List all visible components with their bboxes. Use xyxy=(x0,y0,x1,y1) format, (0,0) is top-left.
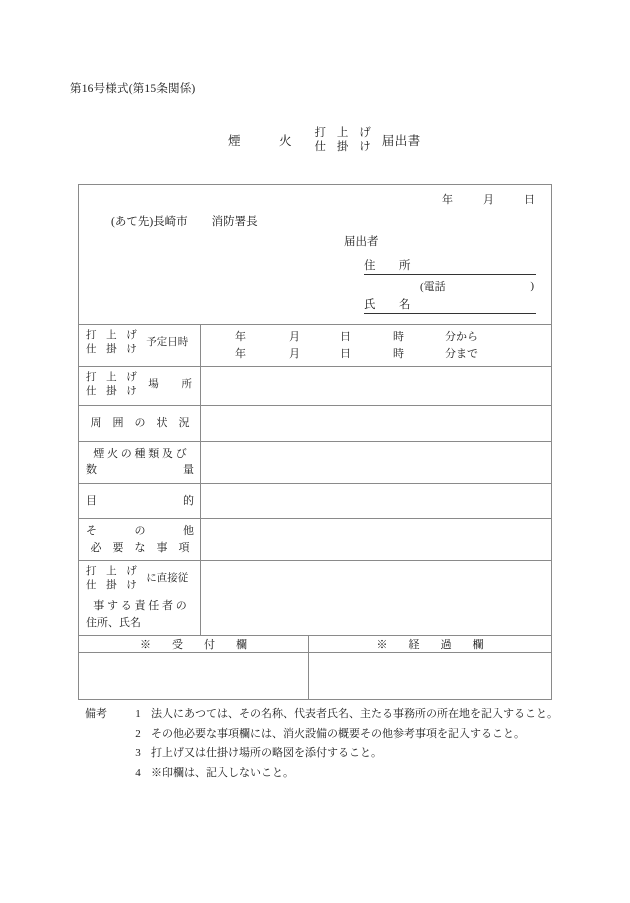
responsible-label-stack-top: 打 上 げ xyxy=(86,566,141,577)
remarks-text-1: 法人にあつては、その名称、代表者氏名、主たる事務所の所在地を記入すること。 xyxy=(151,708,558,720)
row-value-schedule[interactable] xyxy=(201,325,552,367)
responsible-label-line2: 事 す る 責 任 者 の xyxy=(93,600,187,613)
row-value-location[interactable] xyxy=(201,367,552,406)
other-matters-label-line2: 必 要 な 事 項 xyxy=(90,541,190,554)
responsible-label-stack xyxy=(86,565,140,593)
row-value-purpose[interactable] xyxy=(201,483,552,519)
schedule-from-day: 日 xyxy=(340,331,351,343)
row-value-other-matters[interactable] xyxy=(201,519,552,561)
receipt-box[interactable] xyxy=(79,653,309,700)
table-row-responsible-person xyxy=(79,561,552,636)
submitter-block xyxy=(344,233,536,317)
schedule-from-year: 年 xyxy=(235,331,246,343)
row-label-type-quantity xyxy=(79,441,201,483)
notification-form-table xyxy=(78,184,552,700)
date-line xyxy=(442,191,535,207)
address-input[interactable] xyxy=(419,261,537,275)
remarks-spacer-2 xyxy=(85,725,125,745)
location-label-stack-bottom: 仕 掛 け xyxy=(86,386,141,398)
remarks-number-2: 2 xyxy=(135,727,141,740)
remarks-spacer-4 xyxy=(85,764,125,784)
schedule-label-stack-top: 打 上 げ xyxy=(86,330,141,341)
title-stacked-top: 打 上 げ xyxy=(314,127,375,139)
schedule-label-tail: 予定日時 xyxy=(146,337,189,349)
location-label-tail-right: 所 xyxy=(181,379,192,391)
purpose-label-right: 的 xyxy=(183,494,194,507)
row-label-other-matters xyxy=(79,519,201,561)
row-value-surroundings[interactable] xyxy=(201,406,552,442)
telephone-open-label: (電話 xyxy=(420,280,446,293)
responsible-label-tail: に直接従 xyxy=(146,573,189,585)
addressee xyxy=(111,213,258,229)
location-label-stack-top: 打 上 げ xyxy=(86,372,141,383)
type-quantity-label-line1: 煙 火 の 種 類 及 び xyxy=(93,447,187,460)
location-label-tail-left: 場 xyxy=(148,379,159,391)
schedule-label-stack xyxy=(86,329,140,357)
other-matters-label-line1-mid: の xyxy=(134,525,146,537)
schedule-to-day: 日 xyxy=(340,347,351,360)
location-label-stack xyxy=(86,371,140,399)
schedule-from-month: 月 xyxy=(289,331,300,343)
remarks-number-3: 3 xyxy=(135,747,141,760)
other-matters-label-line1-right: 他 xyxy=(183,525,194,537)
date-day-label: 日 xyxy=(524,194,536,206)
date-year-label: 年 xyxy=(442,194,454,206)
form-number: 第16号様式(第15条関係) xyxy=(70,83,196,95)
table-row-type-quantity xyxy=(79,441,552,483)
title-stacked xyxy=(315,126,382,155)
responsible-label-stack-bottom: 仕 掛 け xyxy=(86,580,141,592)
remarks-spacer-3 xyxy=(85,744,125,764)
remarks-text-3: 打上げ又は仕掛け場所の略図を添付すること。 xyxy=(151,747,382,760)
document-title xyxy=(228,126,421,155)
other-matters-label-line1-left: そ xyxy=(86,525,97,537)
schedule-to-year: 年 xyxy=(235,347,246,360)
type-quantity-label-line2-right: 量 xyxy=(183,464,194,476)
addressee-office: 消防署長 xyxy=(211,216,258,228)
title-tail: 届出書 xyxy=(381,134,421,149)
schedule-line-to xyxy=(207,346,545,363)
remarks-block xyxy=(85,705,558,783)
schedule-to-hour: 時 xyxy=(393,347,404,360)
remarks-text-2: その他必要な事項欄には、消火設備の概要その他参考事項を記入すること。 xyxy=(151,727,525,740)
table-row-office-boxes xyxy=(79,653,552,700)
remarks-number-1: 1 xyxy=(135,708,141,720)
remarks-item-1 xyxy=(85,705,558,725)
location-label-tail xyxy=(140,377,194,393)
progress-box[interactable] xyxy=(309,653,552,700)
schedule-from-tail: 分から xyxy=(445,331,478,343)
schedule-to-month: 月 xyxy=(289,347,300,360)
schedule-line-from xyxy=(207,329,545,346)
row-label-purpose xyxy=(79,483,201,519)
row-value-responsible-person[interactable] xyxy=(201,561,552,636)
remarks-item-4 xyxy=(85,764,558,784)
table-row-location xyxy=(79,367,552,406)
purpose-label-left: 目 xyxy=(86,494,97,507)
responsible-label-line3: 住所、氏名 xyxy=(86,616,141,629)
remarks-heading: 備考 xyxy=(85,708,107,720)
table-row-other-matters xyxy=(79,519,552,561)
addressee-block xyxy=(79,185,552,325)
telephone-field-row xyxy=(364,278,536,293)
row-label-schedule xyxy=(79,325,201,367)
schedule-to-tail: 分まで xyxy=(445,347,478,360)
surroundings-label: 周 囲 の 状 況 xyxy=(90,417,190,429)
receipt-column-label: ※ 受 付 欄 xyxy=(79,636,309,653)
schedule-label-stack-bottom: 仕 掛 け xyxy=(86,344,141,356)
name-field-row xyxy=(364,296,536,314)
address-field-row xyxy=(364,257,536,275)
row-label-responsible-person xyxy=(79,561,201,636)
title-lead: 煙 火 xyxy=(228,134,305,149)
table-row-schedule xyxy=(79,325,552,367)
table-row-header xyxy=(79,185,552,325)
table-row-surroundings xyxy=(79,406,552,442)
title-stacked-bottom: 仕 掛 け xyxy=(314,141,375,154)
schedule-from-hour: 時 xyxy=(393,331,404,343)
remarks-number-4: 4 xyxy=(135,766,141,779)
table-row-purpose xyxy=(79,483,552,519)
telephone-close-label: ) xyxy=(530,279,534,292)
row-value-type-quantity[interactable] xyxy=(201,441,552,483)
remarks-text-4: ※印欄は、記入しないこと。 xyxy=(151,766,294,779)
addressee-prefix: (あて先)長崎市 xyxy=(111,216,188,228)
progress-column-label: ※ 経 過 欄 xyxy=(309,636,552,653)
row-label-surroundings xyxy=(79,406,201,442)
name-input[interactable] xyxy=(419,300,537,314)
date-month-label: 月 xyxy=(483,194,495,206)
remarks-item-2 xyxy=(85,725,558,745)
submitter-title: 届出者 xyxy=(344,236,379,248)
row-label-location xyxy=(79,367,201,406)
address-label: 住 所 xyxy=(364,257,419,275)
name-label: 氏 名 xyxy=(364,296,419,314)
table-row-office-headers xyxy=(79,636,552,653)
remarks-item-3 xyxy=(85,744,558,764)
type-quantity-label-line2-left: 数 xyxy=(86,464,97,476)
